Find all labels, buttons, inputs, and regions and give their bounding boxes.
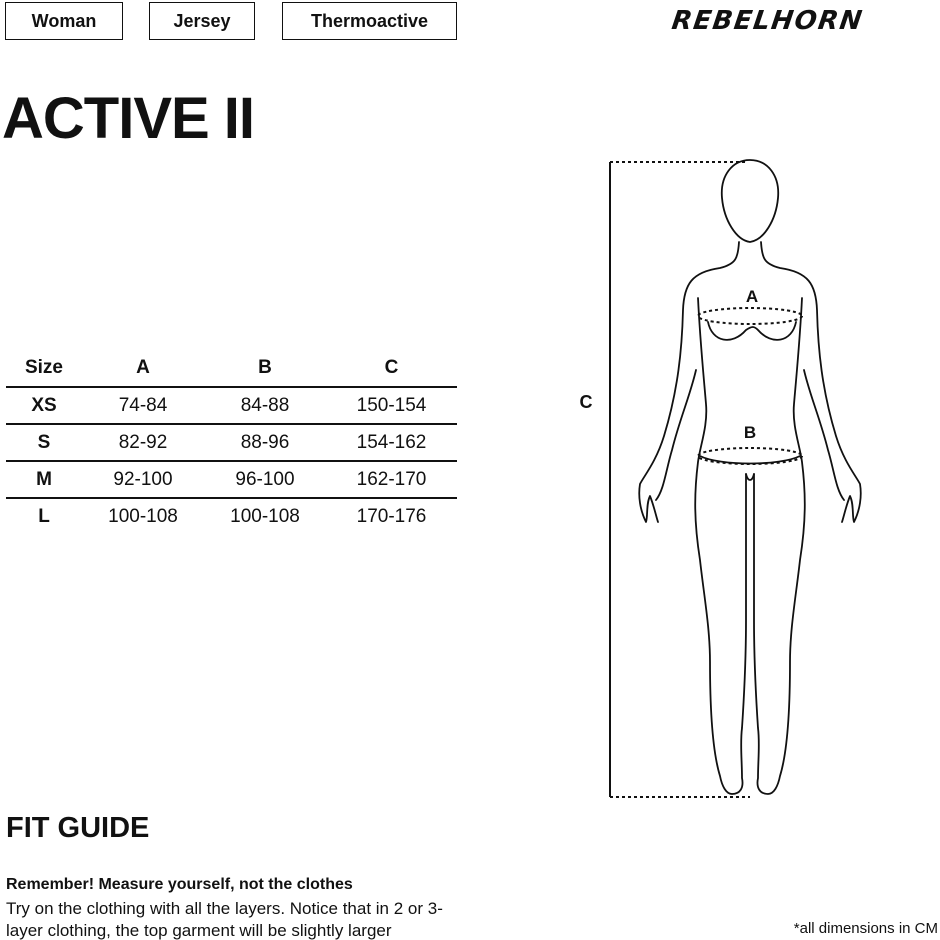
fit-guide-remember: Remember! Measure yourself, not the clothes (6, 876, 353, 893)
label-b: B (743, 423, 757, 442)
value-cell-a: 100-108 (108, 506, 178, 527)
size-cell: M (6, 461, 82, 498)
table-row (6, 387, 457, 424)
product-title: ACTIVE II (2, 86, 255, 151)
value-cell-c: 170-176 (356, 506, 427, 527)
header-c: C (326, 350, 457, 387)
header-a: A (82, 350, 204, 387)
fit-guide-text: Try on the clothing with all the layers. Notice that in 2 or 3-layer clothing, the top garment will be slightly larger (6, 899, 443, 940)
value-cell-a: 74-84 (82, 387, 204, 424)
size-cell: S (6, 424, 82, 461)
value-cell-b: 100-108 (230, 506, 300, 527)
header-size: Size (6, 350, 82, 387)
brand-logo: REBELHORN (669, 6, 866, 36)
size-cell: XS (6, 387, 82, 424)
body-measurement-figure (560, 150, 940, 810)
tag-jersey: Jersey (149, 2, 255, 40)
value-cell-b: 84-88 (204, 387, 326, 424)
value-cell-a: 92-100 (82, 461, 204, 498)
dimensions-note: *all dimensions in CM (793, 920, 938, 937)
table-header-row (6, 350, 457, 387)
size-chart-table (6, 350, 457, 535)
woman-silhouette-icon (639, 160, 861, 794)
hip-measure-loop (698, 448, 802, 464)
table-row (6, 461, 457, 498)
label-c: C (579, 392, 593, 412)
value-cell-c: 154-162 (326, 424, 457, 461)
fit-guide-heading: FIT GUIDE (6, 812, 150, 844)
tag-thermoactive: Thermoactive (282, 2, 457, 40)
value-cell-c: 162-170 (326, 461, 457, 498)
header-b: B (204, 350, 326, 387)
bust-measure-loop (698, 308, 802, 324)
tag-woman: Woman (5, 2, 123, 40)
table-row (6, 424, 457, 461)
value-cell-a: 82-92 (82, 424, 204, 461)
value-cell-c: 150-154 (326, 387, 457, 424)
table-row (6, 498, 457, 535)
size-cell: L (38, 506, 50, 527)
label-a: A (745, 287, 759, 306)
value-cell-b: 96-100 (204, 461, 326, 498)
value-cell-b: 88-96 (204, 424, 326, 461)
